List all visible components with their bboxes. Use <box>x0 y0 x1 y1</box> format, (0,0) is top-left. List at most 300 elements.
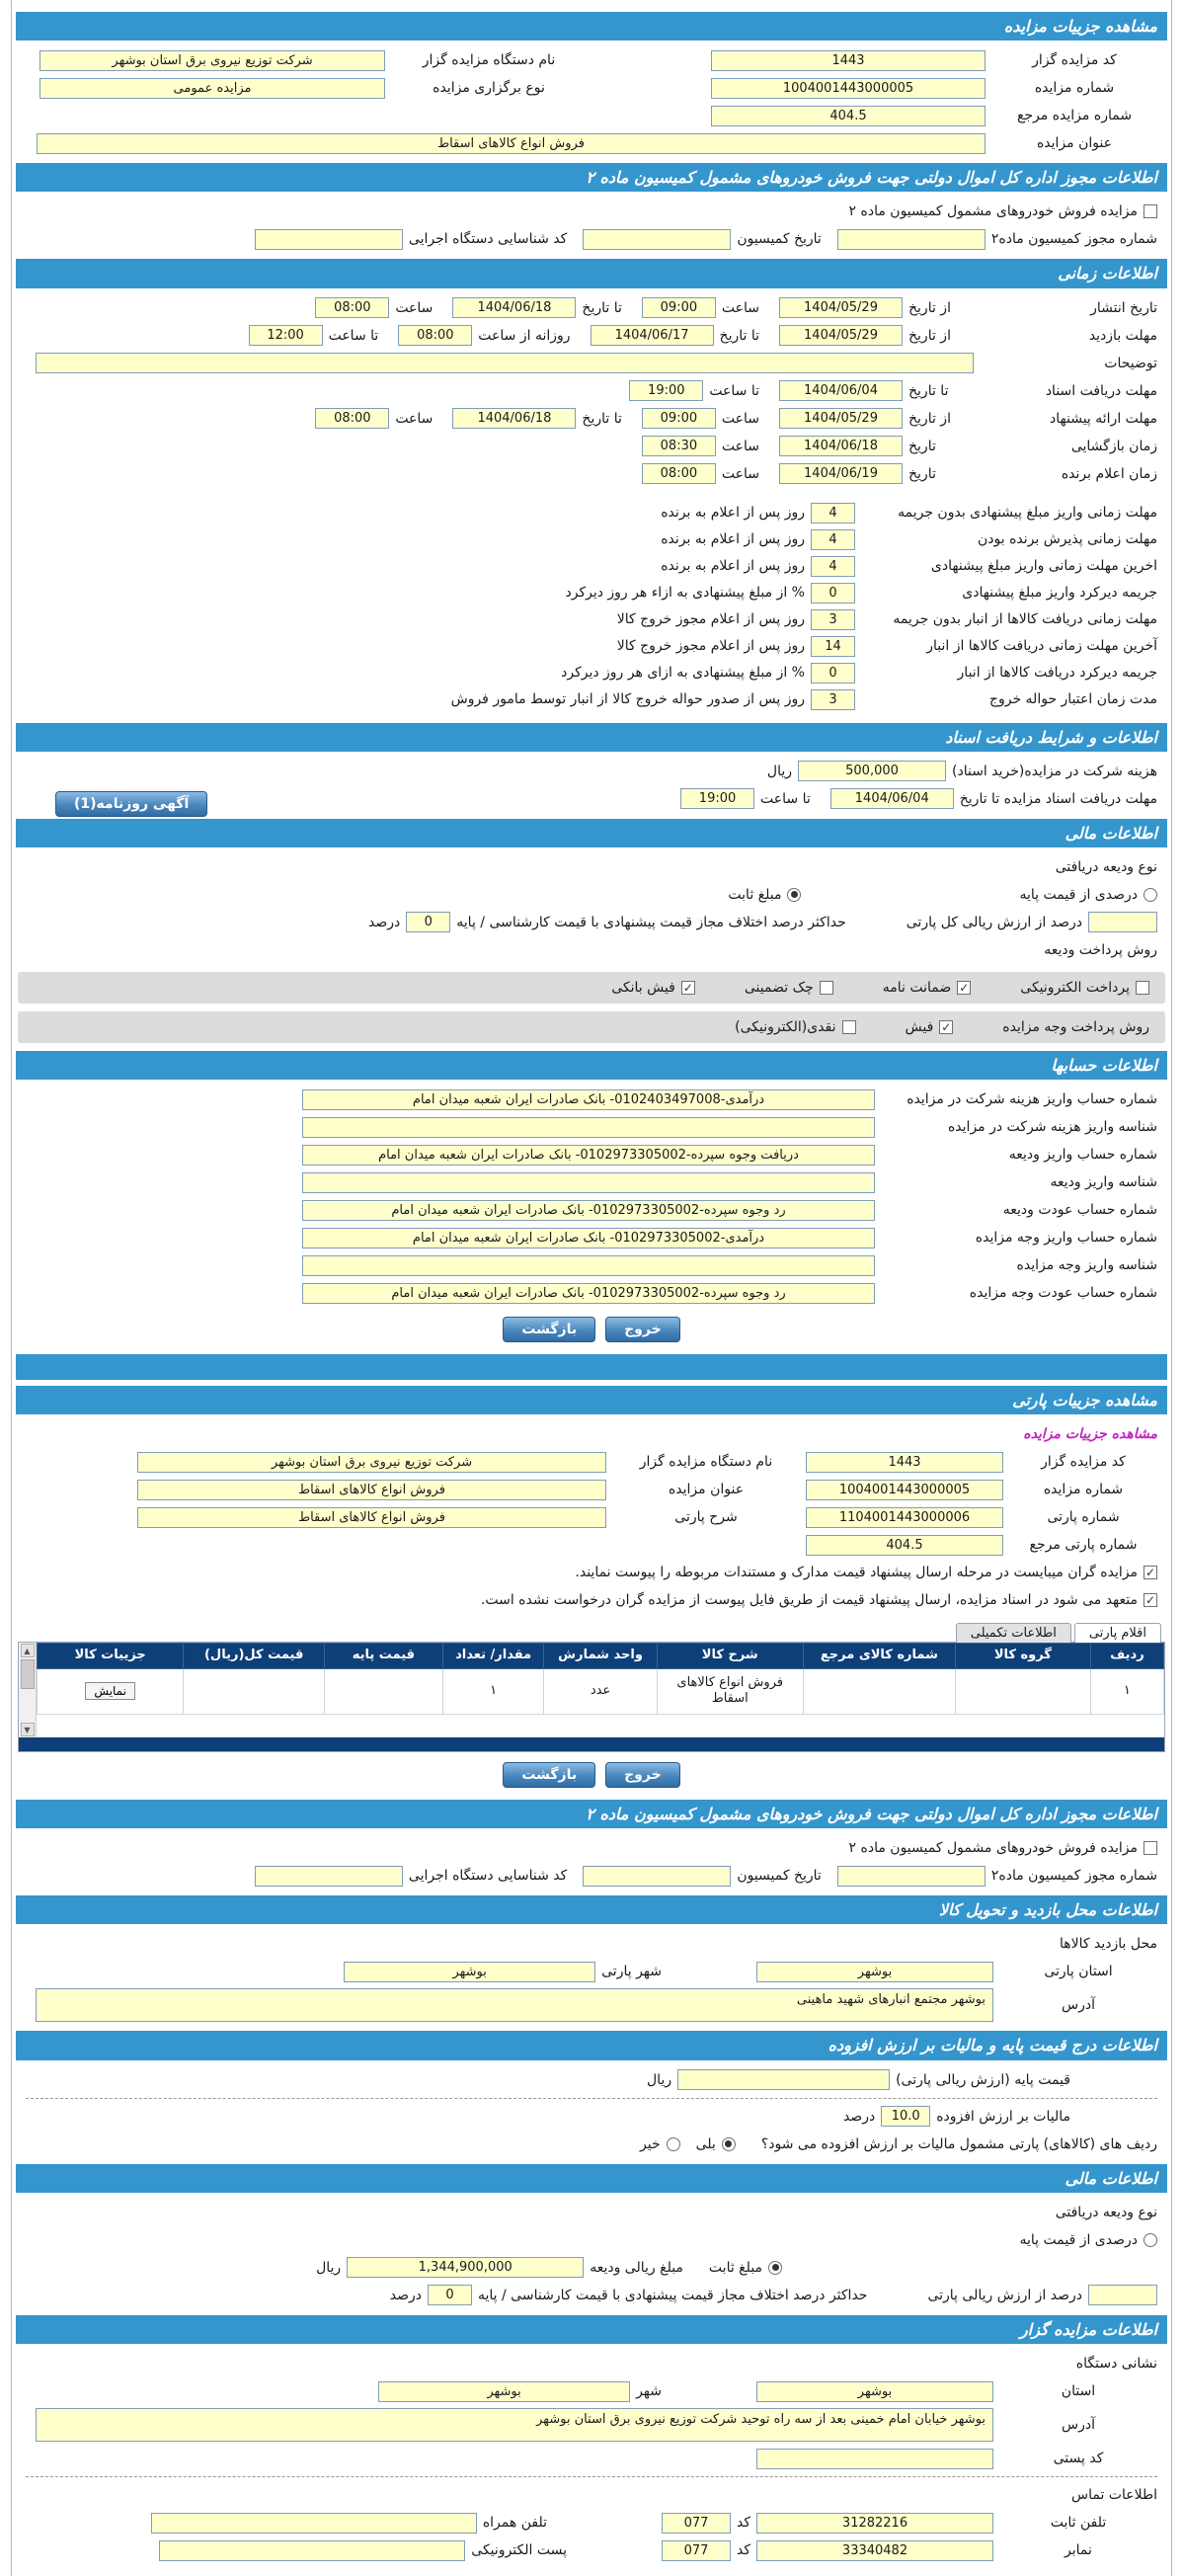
permit-date-label: تاریخ کمیسیون <box>737 231 822 248</box>
from-date-label: از تاریخ <box>908 327 951 344</box>
account-label: شماره حساب عودت وجه مزایده <box>969 1285 1157 1302</box>
vat-no-label: خیر <box>640 2135 661 2152</box>
permit-number-field[interactable] <box>837 229 986 250</box>
offer-to-time-field[interactable]: 08:00 <box>315 408 389 429</box>
form-row <box>14 553 1169 580</box>
table-footer-bar <box>19 1737 1164 1751</box>
pay-guarantee-checkbox[interactable] <box>957 981 971 995</box>
account-6-field[interactable] <box>302 1255 875 1276</box>
phone-label: تلفن ثابت <box>1050 2515 1107 2531</box>
dashed-divider <box>26 2098 1157 2099</box>
percent-of-total-field[interactable] <box>1088 912 1157 932</box>
form-row <box>14 350 1169 377</box>
deadline-suffix: روز پس از اعلام به برنده <box>661 531 805 548</box>
percent-label: درصد <box>368 914 401 930</box>
visit-address-field[interactable]: بوشهر مجتمع انبارهای شهید ماهینی <box>36 1988 993 2022</box>
form-row <box>14 294 1169 322</box>
vat-label: مالیات بر ارزش افزوده <box>936 2108 1070 2125</box>
no-attach-commitment-checkbox[interactable] <box>1144 1593 1157 1607</box>
auction-details-link[interactable]: مشاهده جزییات مزایده <box>1023 1426 1157 1443</box>
payment-option <box>735 1019 855 1035</box>
back-button[interactable]: بازگشت <box>503 1762 595 1788</box>
deadline-0-value[interactable]: 4 <box>811 503 855 523</box>
cell-quantity: ۱ <box>442 1668 544 1714</box>
form-row <box>14 2254 1169 2282</box>
percent-label: درصد <box>842 2108 876 2125</box>
notes-field[interactable] <box>36 353 974 373</box>
account-label: شناسه واریز وجه مزایده <box>1016 1257 1157 1274</box>
deadline-3-value[interactable]: 0 <box>811 583 855 604</box>
col-unit: واحد شمارش <box>544 1644 657 1668</box>
form-row <box>14 1168 1169 1196</box>
fee-slip-label: فیش <box>905 1018 934 1035</box>
percent-of-parti-label: درصد از ارزش ریالی پارتی <box>927 2287 1082 2303</box>
permit-agency-field-2[interactable] <box>255 1866 403 1887</box>
item-details-button[interactable]: نمایش <box>85 1682 135 1700</box>
visit-city-field[interactable]: بوشهر <box>344 1962 595 1982</box>
form-row <box>14 2226 1169 2254</box>
opening-time-label: زمان بازگشایی <box>1070 438 1157 454</box>
payment-option <box>883 980 972 996</box>
hour-label: ساعت <box>721 299 759 316</box>
deadline-label: جریمه دیرکرد دریافت کالاها از انبار <box>957 665 1157 682</box>
offer-from-time-field[interactable]: 09:00 <box>642 408 716 429</box>
opening-time-field[interactable]: 08:30 <box>642 436 716 456</box>
col-total-price: قیمت کل(ریال) <box>184 1644 325 1668</box>
cell-goods-desc: فروش انواع کالاهای اسقاط <box>657 1668 803 1714</box>
form-row <box>14 936 1169 964</box>
account-4-field[interactable]: رد وجوه سپرده-0102973305002- بانک صادرات ایران شعبه میدان امام <box>302 1200 875 1221</box>
form-row <box>14 1196 1169 1224</box>
form-row <box>14 1586 1169 1614</box>
publish-label: تاریخ انتشار <box>1090 299 1157 316</box>
account-label: شماره حساب واریز ودیعه <box>1008 1147 1157 1164</box>
scroll-up-icon[interactable]: ▲ <box>21 1644 35 1657</box>
doc-fee-field[interactable]: 500,000 <box>798 761 946 781</box>
visit-deadline-label: مهلت بازدید <box>1088 327 1157 344</box>
cell-total-price <box>184 1668 325 1714</box>
button-row <box>14 1752 1169 1794</box>
auction-type-field[interactable]: مزایده عمومی <box>39 78 385 99</box>
docs-deadline-date-field[interactable]: 1404/06/04 <box>779 380 903 401</box>
newspaper-ad-button[interactable]: آگهی روزنامه(1) <box>55 791 207 817</box>
rial-label: ریال <box>766 763 793 779</box>
permit-date-label: تاریخ کمیسیون <box>737 1868 822 1885</box>
hour-label: ساعت <box>721 465 759 482</box>
deposit-amount-field[interactable]: 1,344,900,000 <box>347 2257 584 2278</box>
deposit-fixed-radio-2[interactable] <box>768 2261 782 2275</box>
items-table-scroll-area <box>19 1643 1164 1737</box>
col-quantity: مقدار/ تعداد <box>442 1644 544 1668</box>
deposit-payment-band <box>18 972 1165 1004</box>
percent-of-total-label: درصد از ارزش ریالی کل پارتی <box>906 914 1082 930</box>
contact-info-title: اطلاعات تماس <box>1071 2487 1157 2503</box>
auction-number-field[interactable]: 1004001443000005 <box>711 78 986 99</box>
deadline-4-value[interactable]: 3 <box>811 609 855 630</box>
form-row <box>14 1559 1169 1586</box>
to-date-label: تا تاریخ <box>719 327 759 344</box>
parti-number-field[interactable]: 1104001443000006 <box>806 1507 1003 1528</box>
visit-daily-from-field[interactable]: 08:00 <box>398 325 472 346</box>
vat-no-radio[interactable] <box>667 2137 680 2151</box>
permit-number-label: شماره مجوز کمیسیون ماده۲ <box>990 1868 1157 1885</box>
account-2-field[interactable]: دریافت وجوه سپرده-0102973305002- بانک صادرات ایران شعبه میدان امام <box>302 1145 875 1166</box>
parti-subject-label: عنوان مزایده <box>668 1482 745 1498</box>
section-accounts-header: اطلاعات حسابها <box>16 1051 1167 1080</box>
permit-agency-field[interactable] <box>255 229 403 250</box>
pay-check-checkbox[interactable] <box>820 981 833 995</box>
offer-to-date-field[interactable]: 1404/06/18 <box>452 408 576 429</box>
to-date-label: تا تاریخ <box>582 410 622 427</box>
from-date-label: از تاریخ <box>908 410 951 427</box>
section-bidder-header: اطلاعات مزایده گزار <box>16 2315 1167 2344</box>
permit-checkbox-label: مزایده فروش خودروهای مشمول کمیسیون ماده ۲ <box>848 203 1138 220</box>
form-row <box>14 606 1169 633</box>
deadline-suffix: روز پس از اعلام مجوز خروج کالا <box>616 611 805 628</box>
attach-docs-checkbox[interactable] <box>1144 1566 1157 1579</box>
docs-block <box>14 758 1169 813</box>
parti-desc-label: شرح پارتی <box>674 1509 738 1526</box>
max-diff-label: حداکثر درصد اختلاف مجاز قیمت پیشنهادی با قیمت کارشناسی / پایه <box>456 914 846 930</box>
bidder-city-field[interactable]: بوشهر <box>378 2381 630 2402</box>
to-hour-label: تا ساعت <box>709 382 759 399</box>
form-row <box>14 225 1169 253</box>
button-row <box>14 1307 1169 1348</box>
form-row <box>14 633 1169 660</box>
exit-button[interactable]: خروج <box>605 1762 680 1788</box>
docs-deadline-time-field[interactable]: 19:00 <box>629 380 703 401</box>
phone-code-label: کد <box>736 2515 750 2531</box>
table-scrollbar[interactable] <box>19 1643 37 1737</box>
to-hour-label: تا ساعت <box>328 327 379 344</box>
col-goods-details: جزییات کالا <box>38 1644 184 1668</box>
form-row <box>14 1531 1169 1559</box>
section-price-vat-header: اطلاعات درج قیمت پایه و مالیات بر ارزش افزوده <box>16 2031 1167 2059</box>
col-base-price: قیمت پایه <box>325 1644 443 1668</box>
scrollbar-thumb[interactable] <box>21 1659 35 1689</box>
deposit-amount-label: مبلغ ریالی ودیعه <box>590 2259 683 2276</box>
separator-bar <box>16 1354 1167 1380</box>
bidder-address-field[interactable]: بوشهر خیابان امام خمینی بعد از سه راه توحید شرکت توزیع نیروی برق استان بوشهر <box>36 2408 993 2442</box>
form-row <box>14 322 1169 350</box>
visit-province-label: استان پارتی <box>1044 1964 1113 1980</box>
publish-from-time-field[interactable]: 09:00 <box>642 297 716 318</box>
vat-percent-field[interactable]: 10.0 <box>881 2106 930 2127</box>
back-button[interactable]: بازگشت <box>503 1317 595 1342</box>
publish-to-date-field[interactable]: 1404/06/18 <box>452 297 576 318</box>
no-attach-commitment-label: متعهد می شود در اسناد مزایده، ارسال پیشنهاد قیمت از طریق فایل پیوست از مزایده گران درخواست نشده است. <box>480 1592 1138 1609</box>
pay-bankslip-label: فیش بانکی <box>611 979 675 996</box>
deadline-label: مهلت زمانی پذیرش برنده بودن <box>977 531 1157 548</box>
deposit-type-label: نوع ودیعه دریافتی <box>1055 858 1157 875</box>
table-row <box>38 1668 1164 1714</box>
parti-desc-field[interactable]: فروش انواع کالاهای اسقاط <box>137 1507 606 1528</box>
parti-ref-label: شماره پارتی مرجع <box>1029 1537 1138 1554</box>
section-docs-header: اطلاعات و شرایط دریافت اسناد <box>16 723 1167 752</box>
account-3-field[interactable] <box>302 1172 875 1193</box>
pay-bankslip-checkbox[interactable] <box>681 981 695 995</box>
col-goods-group: گروه کالا <box>955 1644 1090 1668</box>
deadline-suffix: % از مبلغ پیشنهادی به ازای هر روز دیرکرد <box>561 665 805 682</box>
form-row <box>14 758 1169 785</box>
visit-from-date-field[interactable]: 1404/05/29 <box>779 325 903 346</box>
vat-yes-label: بلی <box>695 2135 716 2152</box>
form-row <box>14 2509 1169 2536</box>
winner-date-field[interactable]: 1404/06/19 <box>779 463 903 484</box>
winner-time-field[interactable]: 08:00 <box>642 463 716 484</box>
tab-parti-items[interactable]: اقلام پارتی <box>1074 1623 1161 1643</box>
email-label: پست الکترونیکی <box>471 2542 567 2558</box>
deposit-percent-radio[interactable] <box>1144 888 1157 902</box>
parti-subject-field[interactable]: فروش انواع کالاهای اسقاط <box>137 1480 606 1500</box>
to-date-label: تا تاریخ <box>908 382 949 399</box>
attach-docs-label: مزایده گران میبایست در مرحله ارسال پیشنهاد قیمت مدارک و مستندات مربوطه را پیوست نمایند. <box>575 1565 1138 1581</box>
fee-slip-checkbox[interactable] <box>939 1020 953 1034</box>
deadlines-block <box>14 488 1169 717</box>
fax-code-label: کد <box>736 2542 750 2558</box>
cell-goods-group <box>955 1668 1090 1714</box>
auction-org-label: نام دستگاه مزایده گزار <box>422 52 556 69</box>
exit-button[interactable]: خروج <box>605 1317 680 1342</box>
deadline-label: جریمه دیرکرد واریز مبلغ پیشنهادی <box>962 585 1157 602</box>
offer-deadline-label: مهلت ارائه پیشنهاد <box>1050 410 1157 427</box>
form-row <box>14 198 1169 225</box>
email-field[interactable] <box>159 2540 465 2561</box>
max-diff-field[interactable]: 0 <box>406 912 450 932</box>
max-diff-field-2[interactable]: 0 <box>428 2285 472 2305</box>
col-ref-goods-number: شماره کالای مرجع <box>803 1644 955 1668</box>
percent-label: درصد <box>389 2287 422 2303</box>
mobile-field[interactable] <box>151 2513 477 2534</box>
account-label: شماره حساب واریز وجه مزایده <box>975 1230 1157 1247</box>
items-table-box <box>18 1642 1165 1752</box>
deadline-suffix: روز پس از اعلام به برنده <box>661 558 805 575</box>
auction-code-label: کد مزایده گزار <box>1032 52 1117 69</box>
deadline-5-value[interactable]: 14 <box>811 636 855 657</box>
deposit-payment-label: روش پرداخت ودیعه <box>1044 941 1157 958</box>
deadline-suffix: % از مبلغ پیشنهادی به ازاء هر روز دیرکرد <box>565 585 805 602</box>
form-row <box>14 1113 1169 1141</box>
visit-province-field[interactable]: بوشهر <box>756 1962 993 1982</box>
form-row <box>14 1086 1169 1113</box>
section-financial-header: اطلاعات مالی <box>16 819 1167 847</box>
phone-code-field[interactable]: 077 <box>662 2513 731 2534</box>
section-parti-header: مشاهده جزییات پارتی <box>16 1386 1167 1414</box>
account-label: شماره حساب واریز هزینه شرکت در مزایده <box>907 1091 1157 1108</box>
form-row <box>14 660 1169 686</box>
account-label: شناسه واریز ودیعه <box>1050 1174 1157 1191</box>
base-price-label: قیمت پایه (ارزش ریالی پارتی) <box>896 2071 1070 2088</box>
form-row <box>14 2131 1169 2158</box>
permit-agency-label: کد شناسایی دستگاه اجرایی <box>408 231 568 248</box>
auction-subject-field[interactable]: فروش انواع کالاهای اسقاط <box>37 133 986 154</box>
mobile-label: تلفن همراه <box>482 2515 547 2531</box>
pay-electronic-label: پرداخت الکترونیکی <box>1020 979 1130 996</box>
deposit-type-label: نوع ودیعه دریافتی <box>1055 2204 1157 2220</box>
form-row <box>14 1476 1169 1503</box>
fee-payment-band <box>18 1011 1165 1043</box>
permit-date-field-2[interactable] <box>583 1866 731 1887</box>
deadline-7-value[interactable]: 3 <box>811 689 855 710</box>
deposit-fixed-option-label: مبلغ ثابت <box>708 2259 762 2276</box>
tab-additional-info[interactable]: اطلاعات تکمیلی <box>956 1623 1071 1643</box>
deadline-suffix: روز پس از صدور حواله خروج کالا از انبار توسط مامور فروش <box>450 691 805 708</box>
auction-org-field[interactable]: شرکت توزیع نیروی برق استان بوشهر <box>39 50 385 71</box>
form-row <box>14 2066 1169 2094</box>
offer-from-date-field[interactable]: 1404/05/29 <box>779 408 903 429</box>
parti-org-label: نام دستگاه مزایده گزار <box>639 1454 773 1471</box>
fax-field[interactable]: 33340482 <box>756 2540 993 2561</box>
percent-of-parti-field[interactable] <box>1088 2285 1157 2305</box>
hour-label: ساعت <box>395 410 434 427</box>
form-row <box>14 405 1169 433</box>
publish-from-date-field[interactable]: 1404/05/29 <box>779 297 903 318</box>
vat-yes-radio[interactable] <box>722 2137 736 2151</box>
form-row <box>14 526 1169 553</box>
bidder-province-label: استان <box>1061 2383 1096 2399</box>
form-row <box>14 74 1169 102</box>
parti-ref-field[interactable]: 404.5 <box>806 1535 1003 1556</box>
form-row <box>14 2481 1169 2509</box>
permit-checkbox-2[interactable] <box>1144 1841 1157 1855</box>
visit-to-date-field[interactable]: 1404/06/17 <box>591 325 714 346</box>
deadline-label: مهلت زمانی واریز مبلغ پیشنهادی بدون جریمه <box>898 505 1157 522</box>
cell-ref-goods-number <box>803 1668 955 1714</box>
hour-label: ساعت <box>721 410 759 427</box>
items-table <box>37 1643 1164 1737</box>
visit-address-label: آدرس <box>1062 1997 1095 2014</box>
visit-place-label: محل بازدید کالاها <box>1059 1936 1157 1953</box>
doc-deadline-time-field[interactable]: 19:00 <box>680 788 754 809</box>
deposit-fixed-radio[interactable] <box>787 888 801 902</box>
form-row <box>14 1141 1169 1168</box>
col-goods-desc: شرح کالا <box>657 1644 803 1668</box>
deadline-6-value[interactable]: 0 <box>811 663 855 684</box>
form-row <box>14 1224 1169 1251</box>
bidder-address-title: نشانی دستگاه <box>1075 2356 1157 2372</box>
fee-cash-checkbox[interactable] <box>842 1020 856 1034</box>
deposit-percent-option-label: درصدی از قیمت پایه <box>1019 2231 1138 2248</box>
parti-tabs <box>14 1622 1169 1642</box>
cell-unit: عدد <box>544 1668 657 1714</box>
account-label: شناسه واریز هزینه شرکت در مزایده <box>947 1119 1157 1136</box>
form-row <box>14 460 1169 488</box>
bidder-province-field[interactable]: بوشهر <box>756 2381 993 2402</box>
cell-base-price <box>325 1668 443 1714</box>
publish-to-time-field[interactable]: 08:00 <box>315 297 389 318</box>
deadline-suffix: روز پس از اعلام به برنده <box>661 505 805 522</box>
pay-check-label: چک تضمینی <box>744 979 814 996</box>
visit-city-label: شهر پارتی <box>601 1964 662 1980</box>
account-7-field[interactable]: رد وجوه سپرده-0102973305002- بانک صادرات ایران شعبه میدان امام <box>302 1283 875 1304</box>
scroll-down-icon[interactable]: ▼ <box>21 1723 35 1736</box>
fee-payment-label: روش پرداخت وجه مزایده <box>1002 1018 1149 1035</box>
permit-date-field[interactable] <box>583 229 731 250</box>
form-row <box>14 1503 1169 1531</box>
auction-ref-field[interactable]: 404.5 <box>711 106 986 126</box>
notes-label: توضیحات <box>1104 355 1157 371</box>
deadline-suffix: روز پس از اعلام مجوز خروج کالا <box>616 638 805 655</box>
account-label: شماره حساب عودت ودیعه <box>1002 1202 1157 1219</box>
form-row <box>14 2377 1169 2405</box>
deadline-2-value[interactable]: 4 <box>811 556 855 577</box>
items-table-header-row <box>38 1644 1164 1668</box>
pay-electronic-checkbox[interactable] <box>1136 981 1149 995</box>
deposit-percent-radio-2[interactable] <box>1144 2233 1157 2247</box>
deadline-1-value[interactable]: 4 <box>811 529 855 550</box>
form-row <box>14 2282 1169 2309</box>
permit-checkbox-label: مزایده فروش خودروهای مشمول کمیسیون ماده ۲ <box>848 1840 1138 1857</box>
form-row <box>14 2199 1169 2226</box>
form-row <box>14 129 1169 157</box>
pay-guarantee-label: ضمانت نامه <box>882 979 952 996</box>
form-row <box>14 686 1169 713</box>
fax-code-field[interactable]: 077 <box>662 2540 731 2561</box>
section-time-header: اطلاعات زمانی <box>16 259 1167 287</box>
form-row <box>14 909 1169 936</box>
permit-number-field-2[interactable] <box>837 1866 986 1887</box>
form-row <box>14 46 1169 74</box>
section-permit2-header: اطلاعات مجوز اداره کل اموال دولتی جهت فروش خودروهای مشمول کمیسیون ماده ۲ <box>16 1800 1167 1828</box>
permit-agency-label: کد شناسایی دستگاه اجرایی <box>408 1868 568 1885</box>
auction-code-field[interactable]: 1443 <box>711 50 986 71</box>
form-row <box>14 1420 1169 1448</box>
form-row <box>14 433 1169 460</box>
to-date-label: تا تاریخ <box>582 299 622 316</box>
doc-deadline-date-field[interactable]: 1404/06/04 <box>830 788 954 809</box>
section-visit-header: اطلاعات محل بازدید و تحویل کالا <box>16 1895 1167 1924</box>
form-row <box>14 853 1169 881</box>
doc-fee-label: هزینه شرکت در مزایده(خرید اسناد) <box>952 763 1157 779</box>
parti-auction-number-label: شماره مزایده <box>1043 1482 1124 1498</box>
base-price-field[interactable] <box>677 2069 890 2090</box>
payment-option <box>745 980 833 996</box>
parti-org-field[interactable]: شرکت توزیع نیروی برق استان بوشهر <box>137 1452 606 1473</box>
postal-code-field[interactable] <box>756 2449 993 2469</box>
opening-date-field[interactable]: 1404/06/18 <box>779 436 903 456</box>
form-row <box>14 1448 1169 1476</box>
rial-label: ریال <box>316 2259 342 2276</box>
form-row <box>14 1251 1169 1279</box>
form-row <box>14 881 1169 909</box>
max-diff-label: حداکثر درصد اختلاف مجاز قیمت پیشنهادی با قیمت کارشناسی / پایه <box>478 2287 868 2303</box>
hour-label: ساعت <box>721 438 759 454</box>
payment-option <box>1020 980 1149 996</box>
to-hour-label: تا ساعت <box>760 790 811 807</box>
account-0-field[interactable]: درآمدی-0102403497008- بانک صادرات ایران شعبه میدان امام <box>302 1089 875 1110</box>
permit-checkbox[interactable] <box>1144 204 1157 218</box>
form-row <box>14 2405 1169 2445</box>
parti-code-field[interactable]: 1443 <box>806 1452 1003 1473</box>
deadline-label: اخرین مهلت زمانی واریز مبلغ پیشنهادی <box>930 558 1157 575</box>
parti-code-label: کد مزایده گزار <box>1041 1454 1126 1471</box>
account-1-field[interactable] <box>302 1117 875 1138</box>
phone-field[interactable]: 31282216 <box>756 2513 993 2534</box>
bidder-address-label: آدرس <box>1062 2417 1095 2433</box>
parti-auction-number-field[interactable]: 1004001443000005 <box>806 1480 1003 1500</box>
form-row <box>14 2536 1169 2564</box>
fax-label: نمابر <box>1065 2542 1092 2558</box>
winner-time-label: زمان اعلام برنده <box>1061 465 1157 482</box>
from-date-label: از تاریخ <box>908 299 951 316</box>
auction-number-label: شماره مزایده <box>1034 80 1115 97</box>
visit-daily-to-field[interactable]: 12:00 <box>249 325 323 346</box>
form-row <box>14 1279 1169 1307</box>
daily-from-label: روزانه از ساعت <box>478 327 571 344</box>
deposit-percent-option-label: درصدی از قیمت پایه <box>1019 886 1138 903</box>
account-5-field[interactable]: درآمدی-0102973305002- بانک صادرات ایران شعبه میدان امام <box>302 1228 875 1248</box>
date-label: تاریخ <box>908 438 936 454</box>
